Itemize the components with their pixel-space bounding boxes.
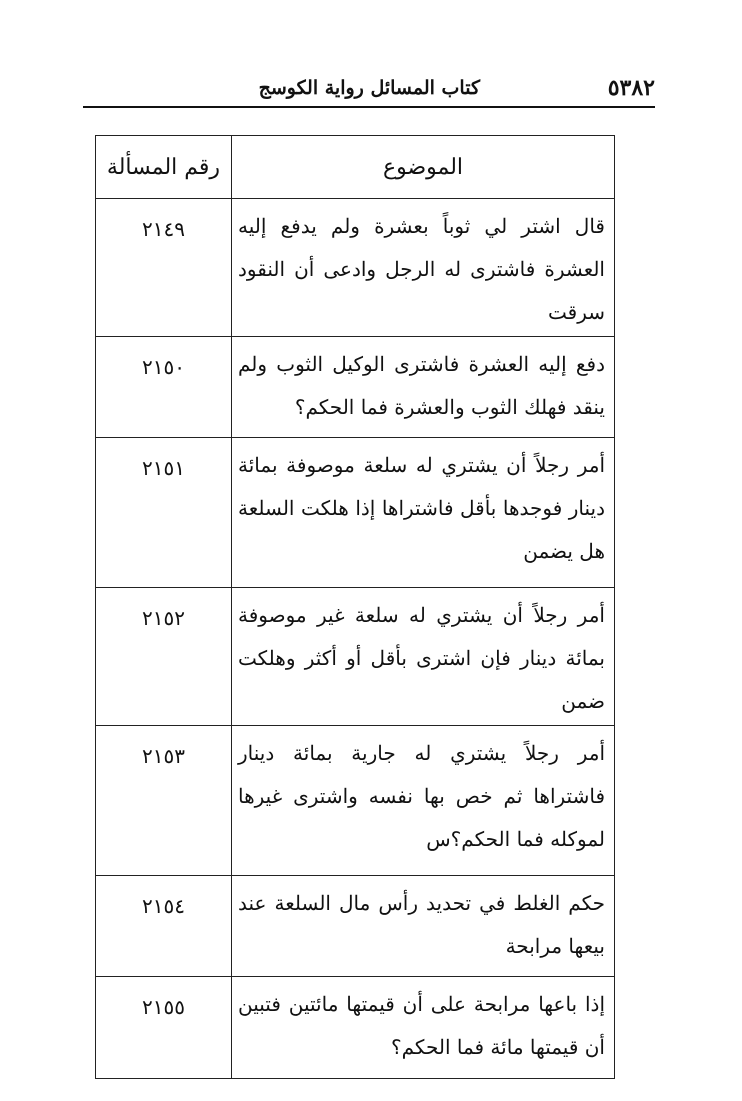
row-number: ٢١٥٠ [96,337,232,438]
table-row [96,199,615,337]
row-subject: أمر رجلاً أن يشتري له سلعة موصوفة بمائة دينار فوجدها بأقل فاشتراها إذا هلكت السلعة هل يضمن [232,438,615,588]
book-title: كتاب المسائل رواية الكوسج [258,77,480,99]
table-row [96,726,615,876]
number-column-header: رقم المسألة [96,136,232,199]
row-subject: دفع إليه العشرة فاشترى الوكيل الثوب ولم ينقد فهلك الثوب والعشرة فما الحكم؟ [232,337,615,438]
row-number: ٢١٥٢ [96,588,232,726]
row-number: ٢١٥٤ [96,876,232,977]
table-row [96,588,615,726]
row-subject: حكم الغلط في تحديد رأس مال السلعة عند بيعها مرابحة [232,876,615,977]
subject-column-header: الموضوع [232,136,615,199]
table-row [96,438,615,588]
page-number: ٥٣٨٢ [607,75,655,101]
table-row [96,977,615,1079]
table-header-row [96,136,615,199]
row-subject: إذا باعها مرابحة على أن قيمتها مائتين فتبين أن قيمتها مائة فما الحكم؟ [232,977,615,1079]
table-row [96,337,615,438]
row-number: ٢١٥٣ [96,726,232,876]
row-number: ٢١٤٩ [96,199,232,337]
row-number: ٢١٥١ [96,438,232,588]
row-number: ٢١٥٥ [96,977,232,1079]
header-rule [83,106,655,108]
table-row [96,876,615,977]
row-subject: قال اشتر لي ثوباً بعشرة ولم يدفع إليه العشرة فاشترى له الرجل وادعى أن النقود سرقت [232,199,615,337]
row-subject: أمر رجلاً يشتري له جارية بمائة دينار فاشتراها ثم خص بها نفسه واشترى غيرها لموكله فما الحكم؟س [232,726,615,876]
issues-table [95,135,615,1079]
row-subject: أمر رجلاً أن يشتري له سلعة غير موصوفة بمائة دينار فإن اشترى بأقل أو أكثر وهلكت ضمن [232,588,615,726]
page-header [83,74,655,102]
